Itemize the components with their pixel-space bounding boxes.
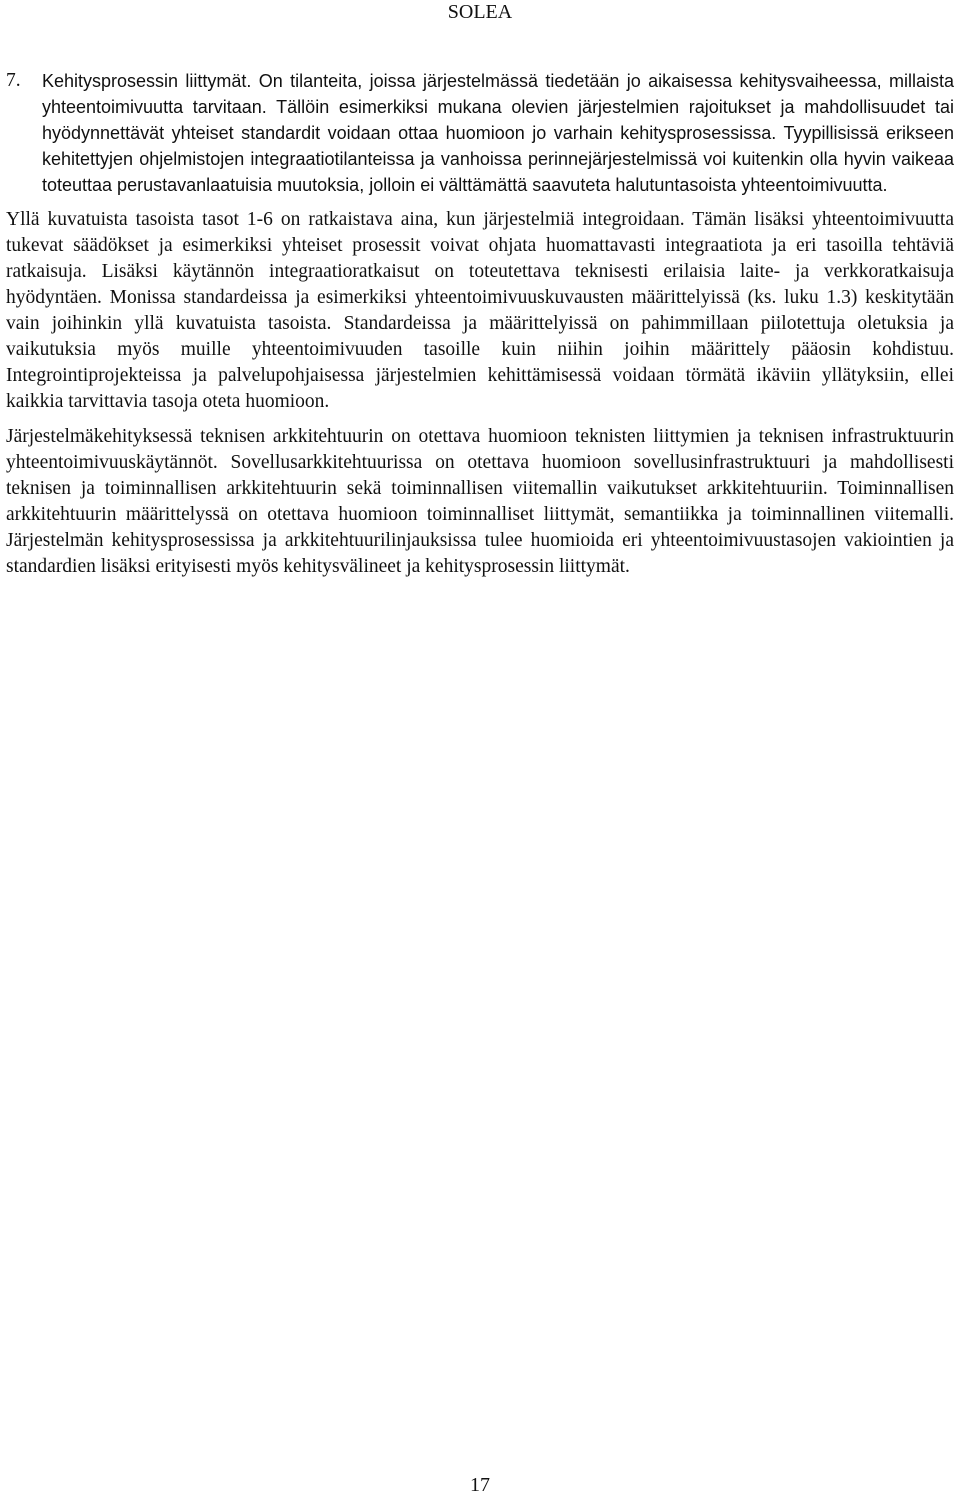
list-item-text-part2: Tyypillisissä erikseen kehitettyjen ohjelmistojen integraatiotilanteissa ja vanhoissa perinnejärjestelmissä voi kuitenkin olla hyvin vaikeaa toteuttaa perustavanlaatuisia muutoksia, jolloin ei välttämättä saavuteta halutuntasoista yhteentoimivuutta. (42, 123, 954, 195)
numbered-list-item (6, 68, 954, 198)
page-number: 17 (470, 1474, 490, 1496)
body-paragraph: Järjestelmäkehityksessä teknisen arkkitehtuurin on otettava huomioon teknisten liittymien ja teknisen infrastruktuurin yhteentoimivuuskäytännöt. Sovellusarkkitehtuurissa on otettava huomioon sovellusinfrastruktuuri ja mahdollisesti teknisen ja toiminnallisen arkkitehtuurin sekä toiminnallisen viitemallin vaikutukset arkkitehtuuriin. Toiminnallisen arkkitehtuurin määrittelyssä on otettava huomioon toiminnalliset liittymät, semantiikka ja toiminnallinen viitemalli. Järjestelmän kehitysprosessissa ja arkkitehtuurilinjauksissa tulee huomioida eri yhteentoimivuustasojen vakiointien ja standardien lisäksi erityisesti myös kehitysvälineet ja kehitysprosessin liittymät. (6, 426, 954, 577)
document-body (6, 68, 954, 589)
running-header: SOLEA (447, 1, 513, 23)
body-paragraph: Yllä kuvatuista tasoista tasot 1-6 on ratkaistava aina, kun järjestelmiä integroidaan. Tämän lisäksi yhteentoimivuutta tukevat säädökset ja esimerkiksi yhteiset prosessit voivat ohjata huomattavasti integraatiota ja eri tasoilla tehtäviä ratkaisuja. Lisäksi käytännön integraatioratkaisut on toteutettava teknisesti erilaisia laite- ja verkkoratkaisuja hyödyntäen. Monissa standardeissa ja esimerkiksi yhteentoimivuuskuvausten määrittelyissä (ks. luku 1.3) keskitytään vain joihinkin yllä kuvatuista tasoista. Standardeissa ja määrittelyissä on pahimmillaan piilotettuja oletuksia ja vaikutuksia myös muille yhteentoimivuuden tasoille kuin niihin joihin määrittely pääosin kohdistuu. Integrointiprojekteissa ja palvelupohjaisessa järjestelmien kehittämisessä voidaan törmätä ikäviin yllätyksiin, ellei kaikkia tarvittavia tasoja oteta huomioon. (6, 209, 954, 412)
list-item-text-part1: Kehitysprosessin liittymät. On tilanteita, joissa järjestelmässä tiedetään jo aikaisessa kehitysvaiheessa, millaista yhteentoimivuutta tarvitaan. Tällöin esimerkiksi mukana olevien järjestelmien rajoitukset ja mahdollisuudet tai hyödynnettävät yhteiset standardit voidaan ottaa huomioon jo varhain kehitysprosessissa. (42, 71, 954, 143)
list-item-text (42, 68, 954, 198)
list-item-number: 7. (6, 70, 21, 91)
